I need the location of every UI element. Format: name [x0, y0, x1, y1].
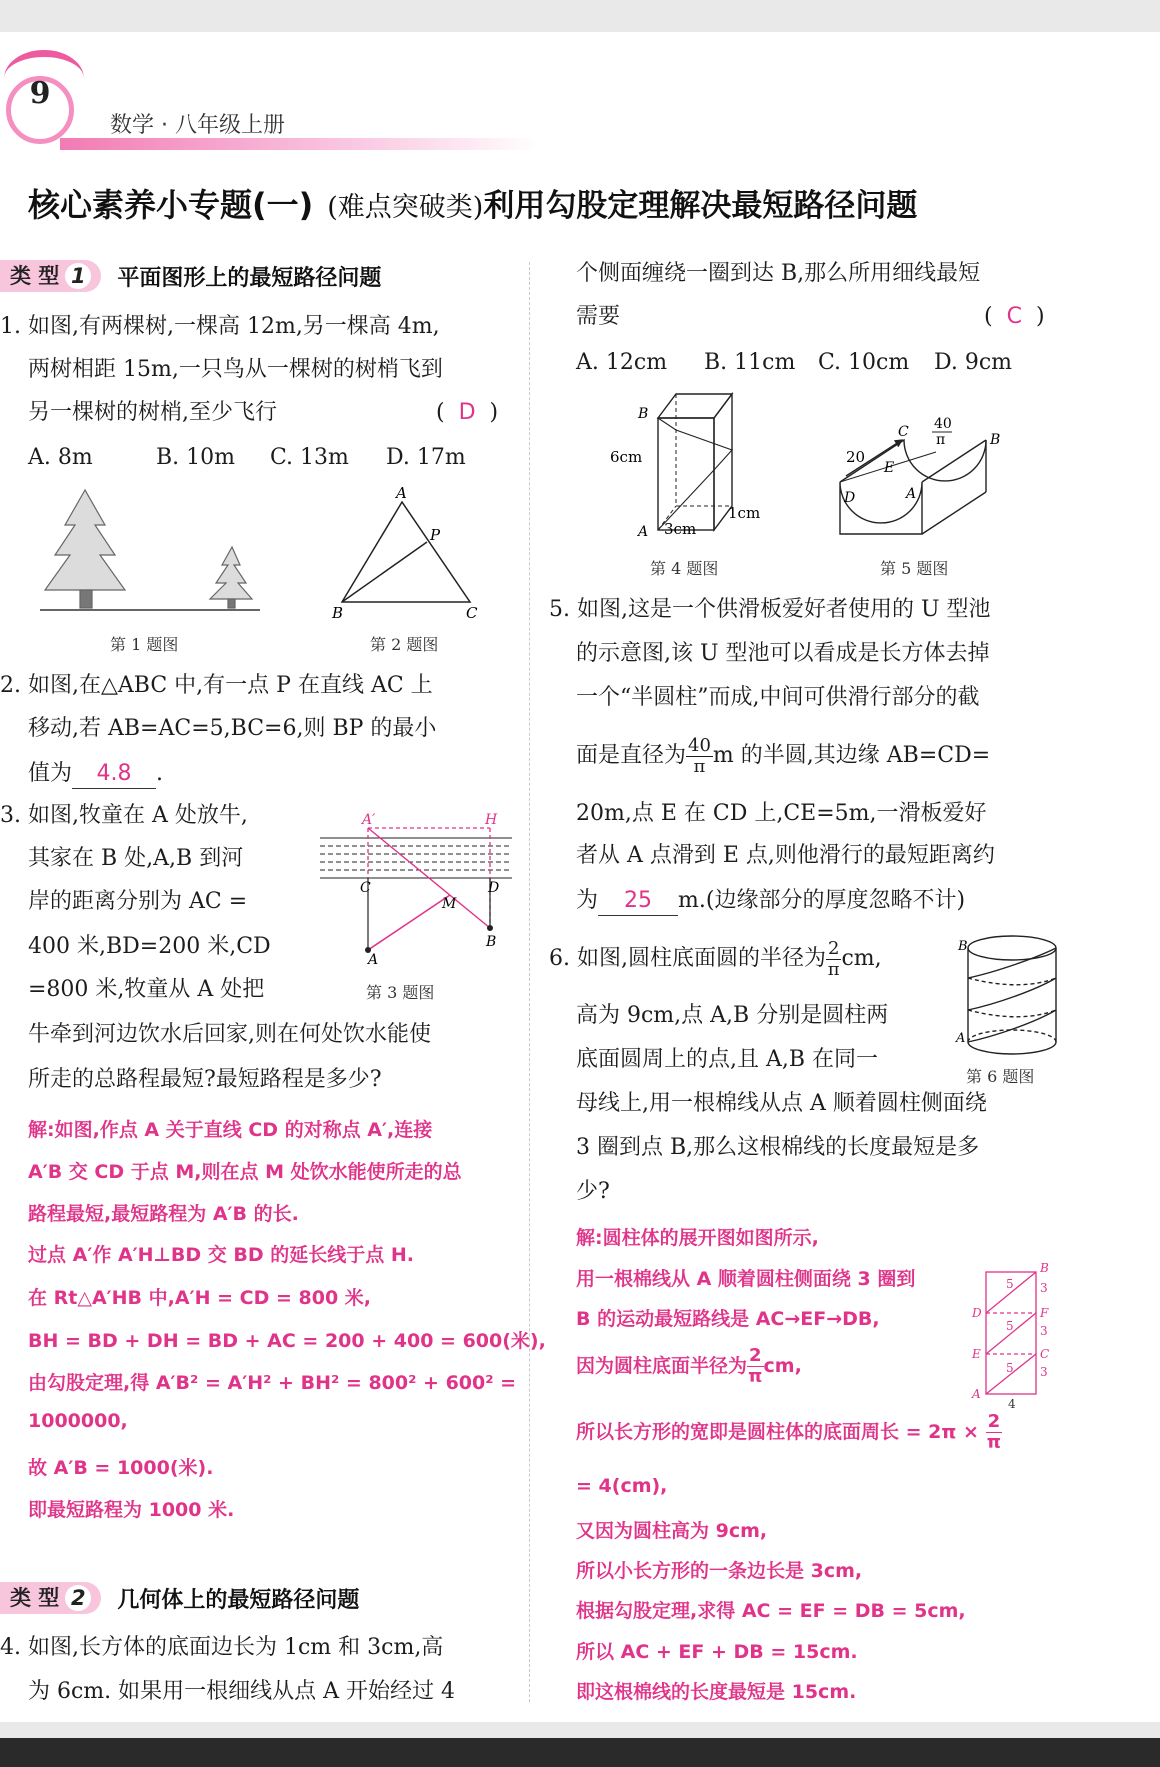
q4-label-3cm: 3cm: [664, 520, 697, 538]
q1-option-c: C. 13m: [270, 445, 349, 470]
sol-label-e: E: [972, 1347, 981, 1361]
title-category: (难点突破类): [327, 192, 484, 223]
q5-label-c: C: [898, 424, 909, 440]
q5-label-40: 40: [934, 416, 952, 432]
q6-solution-figure: [968, 1261, 1078, 1411]
q3-line6: 牛牵到河边饮水后回家,则在何处饮水能使: [28, 1022, 431, 1047]
q5-line3: 一个“半圆柱”而成,中间可供滑行部分的截: [576, 685, 980, 710]
q6-line5: 3 圈到点 B,那么这根棉线的长度最短是多: [576, 1135, 980, 1160]
q6-solution-2: 用一根棉线从 A 顺着圆柱侧面绕 3 圈到: [576, 1268, 916, 1290]
q5-line6: 者从 A 点滑到 E 点,则他滑行的最短距离约: [576, 843, 995, 868]
q4-option-b: B. 11cm: [704, 350, 796, 375]
q5-line2: 的示意图,该 U 型池可以看成是长方体去掉: [576, 641, 990, 666]
q3-line5: =800 米,牧童从 A 处把: [28, 977, 265, 1002]
q5-line1: 5. 如图,这是一个供滑板爱好者使用的 U 型池: [549, 597, 991, 622]
q3-label-m: M: [442, 896, 457, 912]
q6-solution-7: 又因为圆柱高为 9cm,: [576, 1520, 768, 1542]
q3-solution-2: A′B 交 CD 于点 M,则在点 M 处饮水能使所走的总: [28, 1161, 462, 1183]
q3-label-b: B: [486, 934, 497, 950]
type2-num: 2: [65, 1585, 91, 1611]
q6-solution-6: = 4(cm),: [576, 1475, 668, 1497]
q1-line2: 两树相距 15m,一只鸟从一棵树的树梢飞到: [28, 357, 443, 382]
q6-fraction: $\frac{2}{\pi}$: [827, 937, 840, 980]
q5-fraction: $\frac{40}{\pi}$: [688, 734, 711, 777]
sol-label-a: A: [972, 1387, 981, 1401]
q3-label-h: H: [485, 812, 498, 828]
q4-option-d: D. 9cm: [934, 350, 1013, 375]
q3-solution-6: BH = BD + DH = BD + AC = 200 + 400 = 600(米),: [28, 1330, 546, 1352]
q1-option-a: A. 8m: [28, 445, 93, 470]
q5-label-e: E: [884, 460, 895, 476]
q5-label-b: B: [990, 432, 1001, 448]
sol-label-f: F: [1040, 1306, 1049, 1320]
q3-line4: 400 米,BD=200 米,CD: [28, 934, 271, 959]
q6-solution-11: 即这根棉线的长度最短是 15cm.: [576, 1681, 857, 1703]
q3-solution-9: 故 A′B = 1000(米).: [28, 1457, 214, 1479]
q3-line1: 3. 如图,牧童在 A 处放牛,: [0, 803, 248, 828]
q6-line1: 6. 如图,圆柱底面圆的半径为 $\frac{2}{\pi}$ cm,: [549, 937, 882, 980]
q6-solution-4: 因为圆柱底面半径为 $\frac{2}{\pi}$ cm,: [576, 1345, 802, 1387]
q3-solution-1: 解:如图,作点 A 关于直线 CD 的对称点 A′,连接: [28, 1119, 433, 1141]
header-band: [60, 138, 540, 150]
q6-solution-10: 所以 AC + EF + DB = 15cm.: [576, 1641, 858, 1663]
q6-line3: 底面圆周上的点,且 A,B 在同一: [576, 1047, 879, 1072]
q4-line2: 为 6cm. 如果用一根细线从点 A 开始经过 4: [28, 1679, 456, 1704]
q2-label-c: C: [466, 604, 478, 622]
q2-answer: 4.8: [72, 760, 156, 789]
q5-label-a: A: [906, 486, 917, 502]
q6-solution-1: 解:圆柱体的展开图如图所示,: [576, 1227, 819, 1249]
q3-line2: 其家在 B 处,A,B 到河: [28, 846, 244, 871]
q4-line4: 需要: [576, 304, 621, 329]
q1-option-b: B. 10m: [156, 445, 236, 470]
q3-fig-caption: 第 3 题图: [366, 983, 435, 1002]
q3-label-d: D: [488, 880, 500, 896]
bottom-bar: [0, 1738, 1160, 1767]
q5-label-d: D: [844, 490, 856, 506]
q6-line4: 母线上,用一根棉线从点 A 顺着圆柱侧面绕: [576, 1091, 987, 1116]
q6-sol-fraction-2: $\frac{2}{\pi}$: [986, 1411, 1001, 1453]
q2-fig-caption: 第 2 题图: [370, 635, 439, 654]
q6-solution-3: B 的运动最短路线是 AC→EF→DB,: [576, 1308, 880, 1330]
sol-label-b: B: [1040, 1261, 1049, 1275]
column-divider: [529, 262, 530, 1702]
q3-solution-8: 1000000,: [28, 1410, 128, 1432]
short-tree: [210, 547, 252, 608]
q3-solution-10: 即最短路程为 1000 米.: [28, 1499, 235, 1521]
q3-label-a: A: [368, 952, 379, 968]
q5-fig-caption: 第 5 题图: [880, 559, 949, 578]
q3-line7: 所走的总路程最短?最短路程是多少?: [28, 1067, 382, 1092]
sol-label-3a: 3: [1040, 1281, 1048, 1295]
q2-line1: 2. 如图,在△ABC 中,有一点 P 在直线 AC 上: [0, 673, 433, 698]
q2-line3: 值为 4.8 .: [28, 760, 163, 789]
q3-figure: [320, 808, 520, 968]
q6-sol-fraction-1: $\frac{2}{\pi}$: [748, 1345, 763, 1387]
q4-label-1cm: 1cm: [728, 504, 761, 522]
type1-num: 1: [65, 263, 91, 289]
q4-fig-caption: 第 4 题图: [650, 559, 719, 578]
type1-label: 平面图形上的最短路径问题: [117, 265, 382, 291]
type1-tag: 类 型 1: [0, 260, 101, 292]
book-title: 数学 · 八年级上册: [110, 113, 285, 138]
q6-fig-caption: 第 6 题图: [966, 1067, 1035, 1086]
q3-solution-7: 由勾股定理,得 A′B² = A′H² + BH² = 800² + 600² =: [28, 1372, 517, 1394]
q1-answer-bracket: ( D ): [436, 400, 499, 425]
q4-label-b: B: [638, 406, 649, 422]
q4-figure: [608, 390, 768, 540]
sol-label-3b: 3: [1040, 1324, 1048, 1338]
type2-heading: [0, 1582, 359, 1614]
q2-line2: 移动,若 AB=AC=5,BC=6,则 BP 的最小: [28, 716, 437, 741]
q4-label-6cm: 6cm: [610, 448, 643, 466]
q5-line7: 为 25 m.(边缘部分的厚度忽略不计): [576, 887, 965, 916]
q1-option-d: D. 17m: [386, 445, 466, 470]
q5-line4: 面是直径为 $\frac{40}{\pi}$ m 的半圆,其边缘 AB=CD=: [576, 734, 991, 777]
q3-solution-5: 在 Rt△A′HB 中,A′H = CD = 800 米,: [28, 1287, 371, 1309]
page-number: 9: [29, 76, 51, 111]
q5-figure: [832, 404, 1012, 544]
sol-label-5a: 5: [1006, 1277, 1014, 1291]
q5-label-20: 20: [846, 448, 866, 466]
page-title: [28, 180, 917, 226]
sol-label-c: C: [1040, 1347, 1050, 1361]
q4-answer-bracket: ( C ): [984, 304, 1045, 329]
q6-solution-8: 所以小长方形的一条边长是 3cm,: [576, 1560, 863, 1582]
q5-answer: 25: [598, 887, 678, 916]
q3-label-c: C: [360, 880, 371, 896]
q5-line5: 20m,点 E 在 CD 上,CE=5m,一滑板爱好: [576, 801, 987, 826]
q4-label-a: A: [638, 524, 649, 540]
sol-label-d: D: [972, 1306, 982, 1320]
q5-label-pi: π: [936, 432, 946, 448]
q6-label-a: A: [956, 1031, 966, 1046]
q6-solution-9: 根据勾股定理,求得 AC = EF = DB = 5cm,: [576, 1600, 966, 1622]
title-topic: 利用勾股定理解决最短路径问题: [483, 188, 918, 224]
q3-solution-3: 路程最短,最短路程为 A′B 的长.: [28, 1203, 299, 1225]
q2-figure: [330, 484, 490, 622]
q3-label-a-prime: A′: [362, 812, 376, 828]
tall-tree: [45, 490, 125, 608]
sol-label-5c: 5: [1006, 1361, 1014, 1375]
q2-label-b: B: [332, 604, 344, 622]
q6-label-b: B: [958, 939, 968, 954]
q1-line3: 另一棵树的树梢,至少飞行: [28, 400, 277, 425]
sol-label-5b: 5: [1006, 1319, 1014, 1333]
q4-line3: 个侧面缠绕一圈到达 B,那么所用细线最短: [576, 261, 981, 286]
q4-option-c: C. 10cm: [818, 350, 910, 375]
q3-solution-4: 过点 A′作 A′H⊥BD 交 BD 的延长线于点 H.: [28, 1244, 415, 1266]
q4-option-a: A. 12cm: [576, 350, 668, 375]
q6-line2: 高为 9cm,点 A,B 分别是圆柱两: [576, 1003, 889, 1028]
q6-solution-5: 所以长方形的宽即是圆柱体的底面周长 = 2π × $\frac{2}{\pi}$: [576, 1411, 1001, 1453]
q3-line3: 岸的距离分别为 AC =: [28, 889, 248, 914]
sol-label-4: 4: [1008, 1397, 1016, 1411]
type2-tag: 类 型 2: [0, 1582, 101, 1614]
title-main: 核心素养小专题(一): [28, 186, 314, 224]
q2-label-a: A: [396, 484, 407, 502]
q1-line1: 1. 如图,有两棵树,一棵高 12m,另一棵高 4m,: [0, 314, 440, 339]
q4-line1: 4. 如图,长方体的底面边长为 1cm 和 3cm,高: [0, 1635, 444, 1660]
type2-label: 几何体上的最短路径问题: [117, 1587, 360, 1613]
q6-line6: 少?: [576, 1179, 610, 1204]
sol-label-3c: 3: [1040, 1365, 1048, 1379]
type1-heading: [0, 260, 381, 292]
q1-fig-caption: 第 1 题图: [110, 635, 179, 654]
q4-answer: C: [1006, 304, 1022, 329]
q1-answer: D: [458, 400, 476, 425]
q6-figure: [956, 932, 1066, 1062]
q1-figure: [30, 485, 270, 615]
q2-label-p: P: [430, 526, 441, 544]
